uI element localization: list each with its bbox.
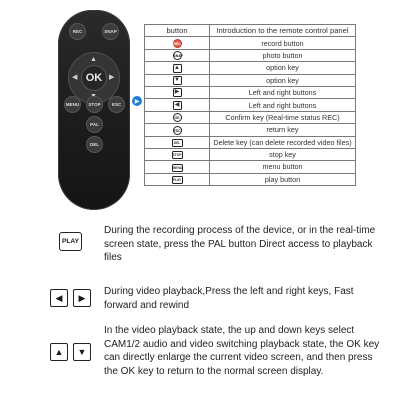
table-row xyxy=(145,161,356,173)
table-row xyxy=(145,62,356,74)
left-right-description: During video playback,Press the left and right keys, Fast forward and rewind xyxy=(104,286,354,311)
row-description: record button xyxy=(210,37,356,49)
up-arrow-key-icon: ▲ xyxy=(50,343,68,361)
pal-button[interactable]: PAL xyxy=(86,116,103,133)
play-key-icon: PLAY xyxy=(59,232,82,251)
down-arrow-icon: ▼ xyxy=(174,77,180,84)
up-down-description: In the video playback state, the up and down keys select CAM1/2 audio and video switching playback state, the OK key can directly enlarge the current video screen, and then press the OK key to return to the normal screen display. xyxy=(104,325,380,377)
del-button[interactable]: DEL xyxy=(86,136,103,153)
menu-button[interactable]: MENU xyxy=(64,96,81,113)
row-description: Confirm key (Real-time status REC) xyxy=(210,111,356,123)
down-arrow-key-icon: ▼ xyxy=(73,343,91,361)
row-description: option key xyxy=(210,62,356,74)
table-row xyxy=(145,136,356,148)
row-description: Left and right buttons xyxy=(210,99,356,111)
row-description: option key xyxy=(210,74,356,86)
snap-button[interactable]: SNAP xyxy=(102,23,119,40)
play-icon: PLAY xyxy=(172,177,182,182)
del-icon: DEL xyxy=(172,139,183,147)
ok-button[interactable]: OK xyxy=(81,65,107,91)
right-arrow-icon[interactable]: ▶ xyxy=(109,74,115,81)
ok-icon: OK xyxy=(173,113,182,122)
table-row xyxy=(145,99,356,111)
table-row xyxy=(145,124,356,136)
esc-icon: ESC xyxy=(173,126,182,135)
table-row xyxy=(145,173,356,185)
up-arrow-icon: ▲ xyxy=(174,64,180,71)
row-description: Delete key (can delete recorded video files) xyxy=(210,136,356,148)
stop-icon: STOP xyxy=(172,153,182,158)
rec-icon: REC xyxy=(173,39,182,48)
menu-icon: MENU xyxy=(172,165,183,170)
play-arrow-icon: ▶ xyxy=(132,96,142,106)
remote-control xyxy=(58,10,130,210)
table-row xyxy=(145,148,356,160)
esc-button[interactable]: ESC xyxy=(108,96,125,113)
right-arrow-icon: ▶ xyxy=(173,88,182,97)
header-button: button xyxy=(145,25,210,37)
stop-button[interactable]: STOP xyxy=(86,96,103,113)
table-row xyxy=(145,74,356,86)
row-description: Left and right buttons xyxy=(210,86,356,98)
left-arrow-icon: ◀ xyxy=(173,101,182,110)
table-row xyxy=(145,49,356,61)
row-description: photo button xyxy=(210,49,356,61)
row-description: play button xyxy=(210,173,356,185)
left-arrow-key-icon: ◀ xyxy=(50,289,68,307)
right-arrow-key-icon: ▶ xyxy=(73,289,91,307)
play-description: During the recording process of the device, or in the real-time screen state, press the PAL button Direct access to playback files xyxy=(104,225,376,263)
table-row xyxy=(145,86,356,98)
left-arrow-icon[interactable]: ◀ xyxy=(72,74,78,81)
row-description: stop key xyxy=(210,148,356,160)
button-table xyxy=(144,24,356,186)
header-introduction: Introduction to the remote control panel xyxy=(210,25,356,37)
table-header-row xyxy=(145,25,356,37)
table-row xyxy=(145,111,356,123)
rec-button[interactable]: REC xyxy=(69,23,86,40)
snap-icon: SNAP xyxy=(173,51,182,60)
up-arrow-icon[interactable]: ▲ xyxy=(90,56,97,63)
row-description: menu button xyxy=(210,161,356,173)
table-row xyxy=(145,37,356,49)
row-description: return key xyxy=(210,124,356,136)
